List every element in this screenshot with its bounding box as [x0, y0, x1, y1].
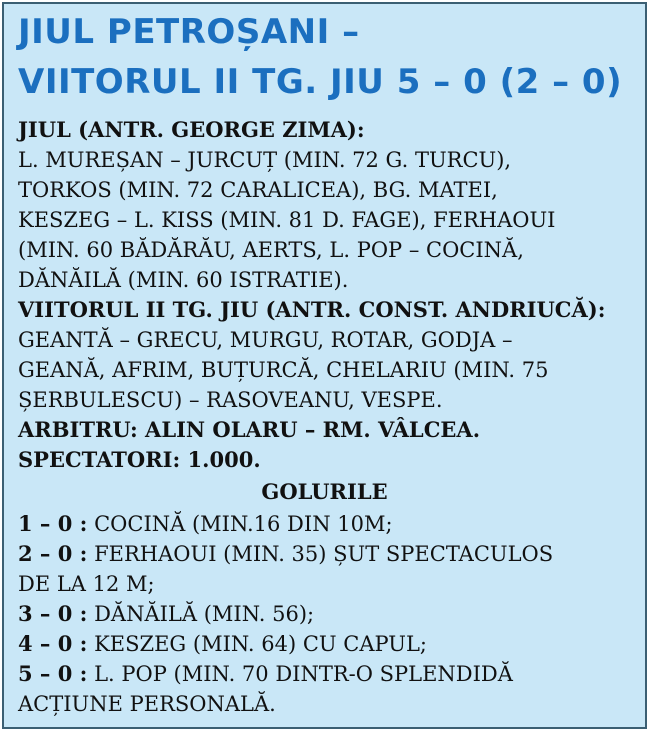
home-lineup-line: L. MUREȘAN – JURCUȚ (MIN. 72 G. TURCU), — [18, 148, 512, 172]
goal-score: 1 – 0 : — [18, 511, 88, 536]
away-lineup-line: GEANĂ, AFRIM, BUȚURCĂ, CHELARIU (MIN. 75 — [18, 358, 549, 382]
goal-text: DĂNĂILĂ (MIN. 56); — [87, 602, 315, 626]
goal-text: FERHAOUI (MIN. 35) ȘUT SPECTACULOS — [87, 542, 554, 566]
match-report-box — [2, 2, 647, 729]
goal-line — [18, 509, 393, 539]
referee-line: ARBITRU: ALIN OLARU – RM. VÂLCEA. — [18, 417, 481, 442]
goal-text: COCINĂ (MIN.16 DIN 10M; — [87, 512, 393, 536]
goal-line — [18, 659, 513, 689]
goal-line — [18, 539, 553, 569]
goal-score: 2 – 0 : — [18, 541, 88, 566]
goal-text: L. POP (MIN. 70 DINTR-O SPLENDIDĂ — [87, 662, 513, 686]
headline-line-2: VIITORUL II TG. JIU 5 – 0 (2 – 0) — [18, 62, 623, 102]
away-lineup-line: GEANTĂ – GRECU, MURGU, ROTAR, GODJA – — [18, 328, 513, 352]
goals-title: GOLURILE — [261, 479, 388, 504]
home-lineup-line: TORKOS (MIN. 72 CARALICEA), BG. MATEI, — [18, 178, 498, 202]
goal-line — [18, 689, 276, 719]
headline-line-1: JIUL PETROȘANI – — [18, 12, 360, 52]
home-team-header: JIUL (ANTR. GEORGE ZIMA): — [18, 117, 365, 142]
goal-text: DE LA 12 M; — [18, 572, 155, 596]
home-lineup-line: KESZEG – L. KISS (MIN. 81 D. FAGE), FERHAOUI — [18, 208, 556, 232]
goal-text: KESZEG (MIN. 64) CU CAPUL; — [87, 632, 427, 656]
goal-text: ACȚIUNE PERSONALĂ. — [18, 692, 276, 716]
goal-score: 4 – 0 : — [18, 631, 88, 656]
away-lineup-line: ȘERBULESCU) – RASOVEANU, VESPE. — [18, 388, 443, 412]
away-team-header: VIITORUL II TG. JIU (ANTR. CONST. ANDRIUCĂ): — [18, 297, 606, 322]
goal-score: 5 – 0 : — [18, 661, 88, 686]
home-lineup-line: (MIN. 60 BĂDĂRĂU, AERTS, L. POP – COCINĂ, — [18, 238, 524, 262]
home-lineup-line: DĂNĂILĂ (MIN. 60 ISTRATIE). — [18, 268, 349, 292]
spectators-line: SPECTATORI: 1.000. — [18, 447, 261, 472]
goal-score: 3 – 0 : — [18, 601, 88, 626]
goal-line — [18, 599, 314, 629]
goal-line — [18, 629, 427, 659]
goal-line — [18, 569, 155, 599]
